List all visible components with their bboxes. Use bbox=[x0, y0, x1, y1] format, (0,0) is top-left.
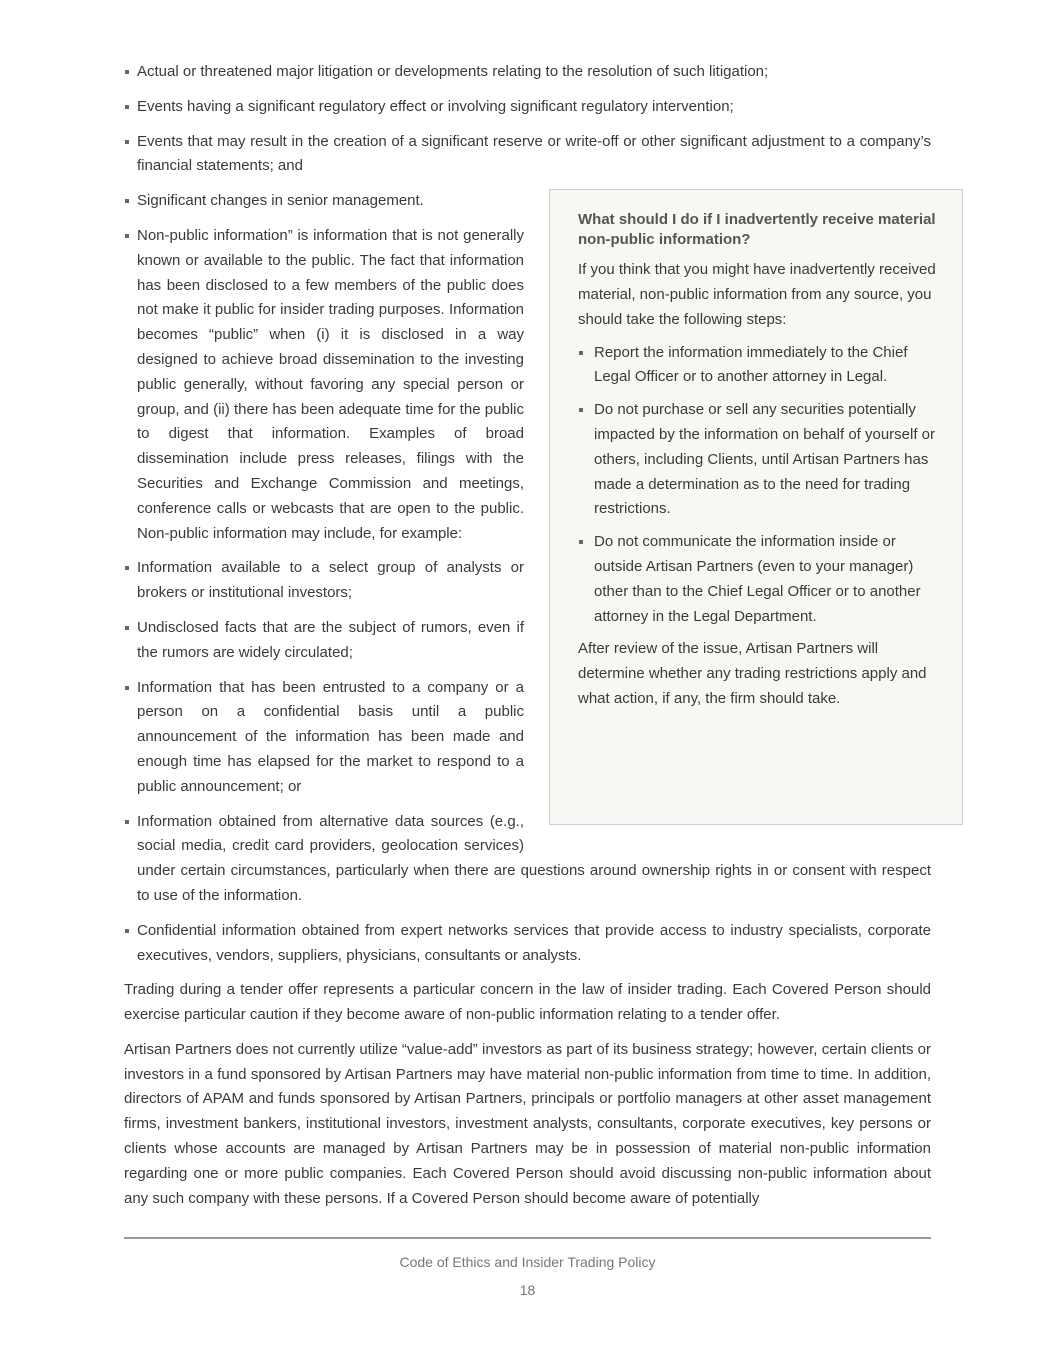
callout-intro: If you think that you might have inadvertently received material, non-public information from any source, you should take the following steps: bbox=[578, 261, 936, 328]
list-item: Events that may result in the creation of a significant reserve or write-off or other significant adjustment to a company’s financial statements; and bbox=[124, 130, 931, 180]
list-item: Actual or threatened major litigation or developments relating to the resolution of such litigation; bbox=[124, 60, 931, 85]
callout-step: Do not purchase or sell any securities potentially impacted by the information on behalf of yourself or others, including Clients, until Artisan Partners has made a determination as to the need for trading restrictions. bbox=[578, 398, 946, 522]
list-item: Confidential information obtained from expert networks services that provide access to industry specialists, corporate executives, vendors, suppliers, physicians, consultants or analysts. bbox=[124, 919, 931, 969]
list-item: Non-public information” is information that is not generally known or available to the public. The fact that information has been disclosed to a few members of the public does not make it public for insider trading purposes. Information becomes “public” when (i) it is disclosed in a way designed to achieve broad dissemination to the investing public generally, without favoring any special person or group, and (ii) there has been adequate time for the public to digest that information. Examples of broad dissemination include press releases, filings with the Securities and Exchange Commission and meetings, conference calls or webcasts that are open to the public. Non-public information may include, for example: bbox=[124, 224, 931, 546]
list-item: Undisclosed facts that are the subject of rumors, even if the rumors are widely circulated; bbox=[124, 616, 931, 666]
callout-step: Do not communicate the information inside or outside Artisan Partners (even to your manager) other than to the Chief Legal Officer or to another attorney in the Legal Department. bbox=[578, 530, 946, 629]
callout-title: What should I do if I inadvertently receive material non-public information? bbox=[578, 211, 936, 249]
footer-divider bbox=[124, 1237, 931, 1239]
list-item: Significant changes in senior management. bbox=[124, 189, 931, 214]
callout-closing: After review of the issue, Artisan Partners will determine whether any trading restrictions apply and what action, if any, the firm should take. bbox=[578, 640, 927, 707]
page-number: 18 bbox=[519, 1282, 536, 1298]
footer-title: Code of Ethics and Insider Trading Policy bbox=[399, 1254, 656, 1270]
document-body bbox=[124, 60, 936, 1221]
paragraph: Trading during a tender offer represents a particular concern in the law of insider trading. Each Covered Person should exercise particular caution if they become aware of non-public information relating to a tender offer. bbox=[124, 981, 931, 1024]
list-item: Information obtained from alternative data sources (e.g., social media, credit card providers, geolocation services) under certain circumstances, particularly when there are questions around ownership rights in or consent with respect to use of the information. bbox=[124, 810, 931, 909]
paragraph: Artisan Partners does not currently utilize “value-add” investors as part of its business strategy; however, certain clients or investors in a fund sponsored by Artisan Partners may have material non-public information from time to time. In addition, directors of APAM and funds sponsored by Artisan Partners, principals or portfolio managers at other asset management firms, investment bankers, institutional investors, investment analysts, consultants, corporate executives, key persons or clients whose accounts are managed by Artisan Partners may be in possession of material non-public information regarding one or more public companies. Each Covered Person should avoid discussing non-public information about any such company with these persons. If a Covered Person should become aware of potentially bbox=[124, 1040, 931, 1207]
list-item: Events having a significant regulatory effect or involving significant regulatory intervention; bbox=[124, 95, 931, 120]
list-item: Information available to a select group of analysts or brokers or institutional investors; bbox=[124, 556, 931, 606]
callout-step: Report the information immediately to the Chief Legal Officer or to another attorney in Legal. bbox=[578, 341, 946, 391]
list-item: Information that has been entrusted to a company or a person on a confidential basis until a public announcement of the information has been made and enough time has elapsed for the market to respond to a public announcement; or bbox=[124, 676, 931, 800]
